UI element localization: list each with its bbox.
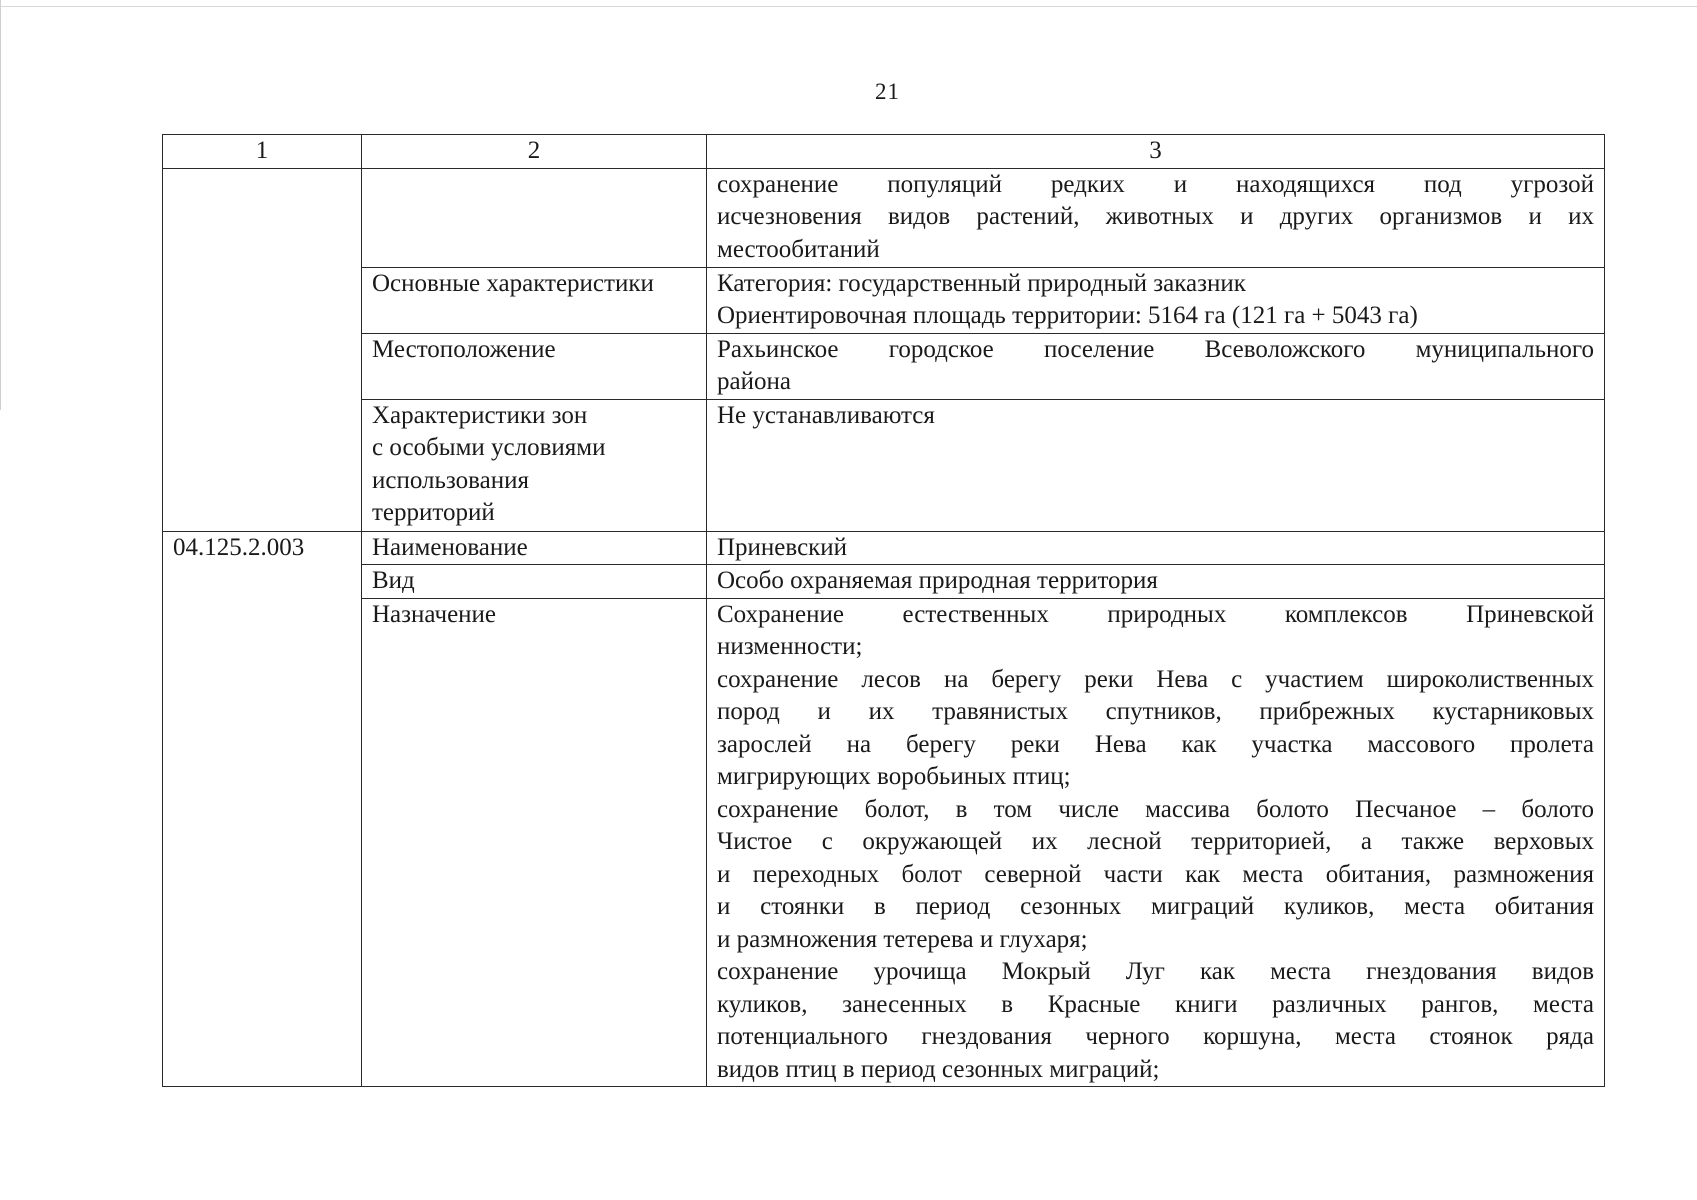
page-number: 21 xyxy=(875,79,900,104)
label-line: Местоположение xyxy=(372,335,556,363)
row-label: Назначение xyxy=(362,598,707,1087)
table-row xyxy=(163,565,1605,599)
label-line: Основные характеристики xyxy=(372,269,654,297)
table-row xyxy=(163,531,1605,565)
text-line: куликов, занесенных в Красные книги различных рангов, места xyxy=(717,990,1594,1018)
label-line: Характеристики зон xyxy=(372,401,588,429)
scan-edge-top xyxy=(0,6,1697,7)
text-line: Рахьинское городское поселение Всеволожского муниципального xyxy=(717,335,1594,363)
text-line: зарослей на берегу реки Нева как участка массового пролета xyxy=(717,730,1594,758)
continuation-label-cell xyxy=(362,168,707,267)
entry-id: 04.125.2.003 xyxy=(163,531,362,1087)
text-line: сохранение лесов на берегу реки Нева с участием широколиственных xyxy=(717,665,1594,693)
continuation-purpose-cell xyxy=(707,168,1605,267)
text-line: сохранение болот, в том числе массива болото Песчаное – болото xyxy=(717,795,1594,823)
text-line: мигрирующих воробьиных птиц; xyxy=(717,763,1071,790)
row-value xyxy=(707,333,1605,399)
text-line: сохранение популяций редких и находящихся под угрозой xyxy=(717,170,1594,198)
table-row xyxy=(163,267,1605,333)
table-row xyxy=(163,168,1605,267)
text-line: и переходных болот северной части как места обитания, размножения xyxy=(717,860,1594,888)
text-line: и стоянки в период сезонных миграций куликов, места обитания xyxy=(717,893,1594,920)
table-row xyxy=(163,598,1605,1087)
row-label xyxy=(362,333,707,399)
column-header-2: 2 xyxy=(362,135,707,169)
label-line: с особыми условиями xyxy=(372,434,606,461)
row-value: Особо охраняемая природная территория xyxy=(707,565,1605,599)
purpose-cell xyxy=(707,598,1605,1087)
row-label xyxy=(362,267,707,333)
row-label xyxy=(362,399,707,531)
text-line: местообитаний xyxy=(717,235,880,263)
label-line: использования xyxy=(372,466,529,494)
scan-edge-left xyxy=(0,0,1,410)
row-value xyxy=(707,399,1605,531)
label-line: территорий xyxy=(372,499,495,526)
text-line: сохранение урочища Мокрый Луг как места гнездования видов xyxy=(717,958,1594,985)
row-label: Наименование xyxy=(362,531,707,565)
text-line: потенциального гнездования черного коршуна, места стоянок ряда xyxy=(717,1023,1594,1050)
text-line: Ориентировочная площадь территории: 5164 га (121 га + 5043 га) xyxy=(717,302,1418,329)
table-header-row xyxy=(163,135,1605,169)
continuation-id-cell xyxy=(163,168,362,531)
column-header-1: 1 xyxy=(163,135,362,169)
text-line: исчезновения видов растений, животных и других организмов и их xyxy=(717,203,1594,230)
text-line: района xyxy=(717,368,791,395)
text-line: Категория: государственный природный заказник xyxy=(717,269,1246,297)
row-label: Вид xyxy=(362,565,707,599)
text-line: видов птиц в период сезонных миграций; xyxy=(717,1055,1160,1083)
table-row xyxy=(163,333,1605,399)
column-header-3: 3 xyxy=(707,135,1605,169)
protected-areas-table xyxy=(162,134,1605,1087)
row-value: Приневский xyxy=(707,531,1605,565)
text-line: Не устанавливаются xyxy=(717,401,935,429)
row-value xyxy=(707,267,1605,333)
text-line: пород и их травянистых спутников, прибрежных кустарниковых xyxy=(717,698,1594,725)
text-line: и размножения тетерева и глухаря; xyxy=(717,925,1088,953)
table-row xyxy=(163,399,1605,531)
text-line: низменности; xyxy=(717,633,863,660)
text-line: Сохранение естественных природных комплексов Приневской xyxy=(717,600,1594,628)
text-line: Чистое с окружающей их лесной территорией, а также верховых xyxy=(717,828,1594,855)
